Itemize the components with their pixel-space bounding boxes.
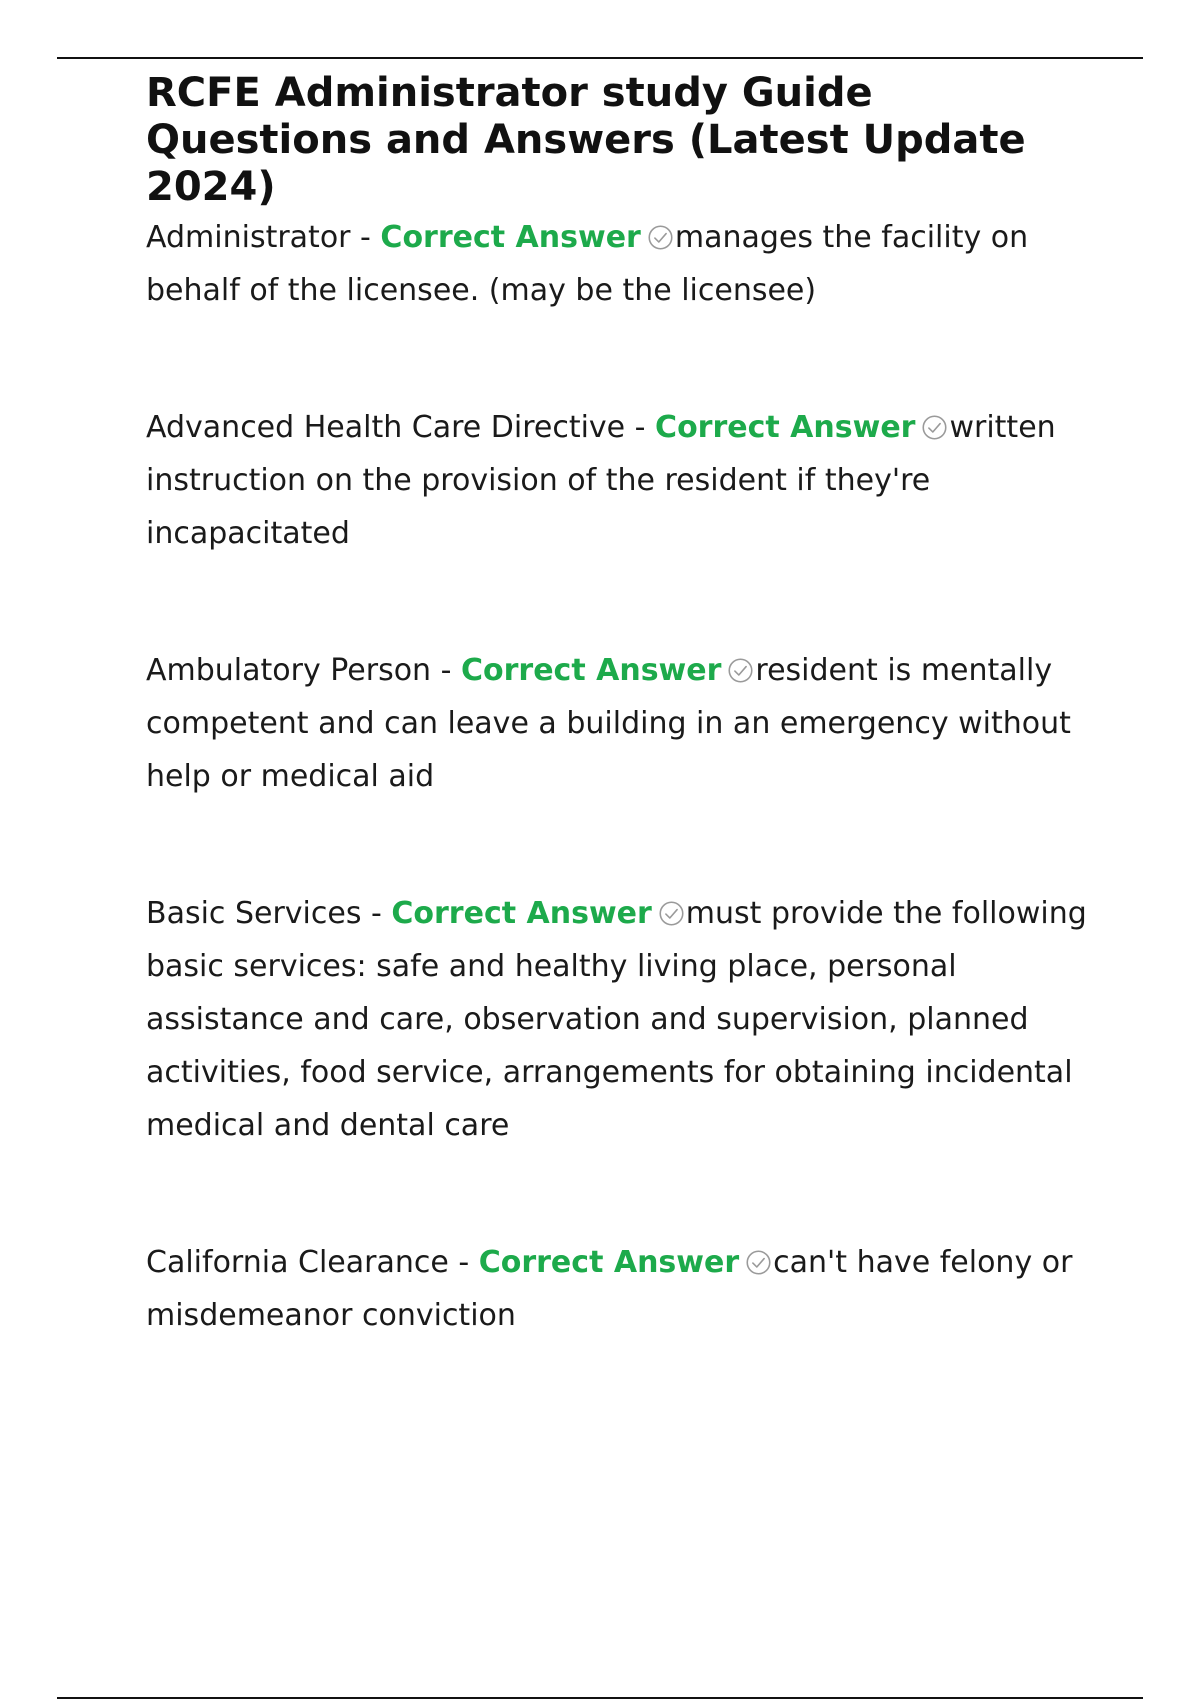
bottom-rule — [57, 1697, 1143, 1699]
qa-entry — [146, 1236, 1096, 1342]
top-rule — [57, 57, 1143, 59]
entry-answer: resident is mentally competent and can leave a building in an emergency without help or medical aid — [146, 653, 1071, 794]
check-circle-icon — [745, 1249, 772, 1276]
entry-term: Administrator — [146, 220, 351, 255]
correct-answer-label: Correct Answer — [478, 1245, 740, 1280]
entry-answer: written instruction on the provision of the resident if they're incapacitated — [146, 410, 1056, 551]
check-circle-icon — [921, 414, 948, 441]
entry-term: Ambulatory Person — [146, 653, 432, 688]
entry-answer: must provide the following basic services: safe and healthy living place, personal assistance and care, observation and supervision, planned activities, food service, arrangements for obtaining incidental medical and dental care — [146, 896, 1087, 1143]
correct-answer-label: Correct Answer — [380, 220, 641, 255]
correct-answer-label: Correct Answer — [391, 896, 652, 931]
qa-entry — [146, 887, 1096, 1152]
check-circle-icon — [727, 657, 754, 684]
check-circle-icon — [658, 900, 685, 927]
correct-answer-label: Correct Answer — [655, 410, 916, 445]
entry-term: California Clearance — [146, 1245, 449, 1280]
entry-answer: manages the facility on behalf of the licensee. (may be the licensee) — [146, 220, 1029, 308]
qa-entry — [146, 211, 1096, 317]
term-separator: - — [361, 896, 392, 931]
qa-entry — [146, 401, 1096, 560]
qa-entry — [146, 644, 1096, 803]
entry-answer: can't have felony or misdemeanor conviction — [146, 1245, 1073, 1333]
term-separator: - — [350, 220, 381, 255]
correct-answer-label: Correct Answer — [460, 653, 722, 688]
entry-term: Basic Services — [146, 896, 362, 931]
document-page — [146, 70, 1096, 1342]
check-circle-icon — [647, 224, 674, 251]
term-separator: - — [431, 653, 461, 688]
term-separator: - — [625, 410, 656, 445]
document-title: RCFE Administrator study Guide Questions and Answers (Latest Update 2024) — [146, 70, 1026, 210]
term-separator: - — [448, 1245, 479, 1280]
entry-term: Advanced Health Care Directive — [146, 410, 626, 445]
